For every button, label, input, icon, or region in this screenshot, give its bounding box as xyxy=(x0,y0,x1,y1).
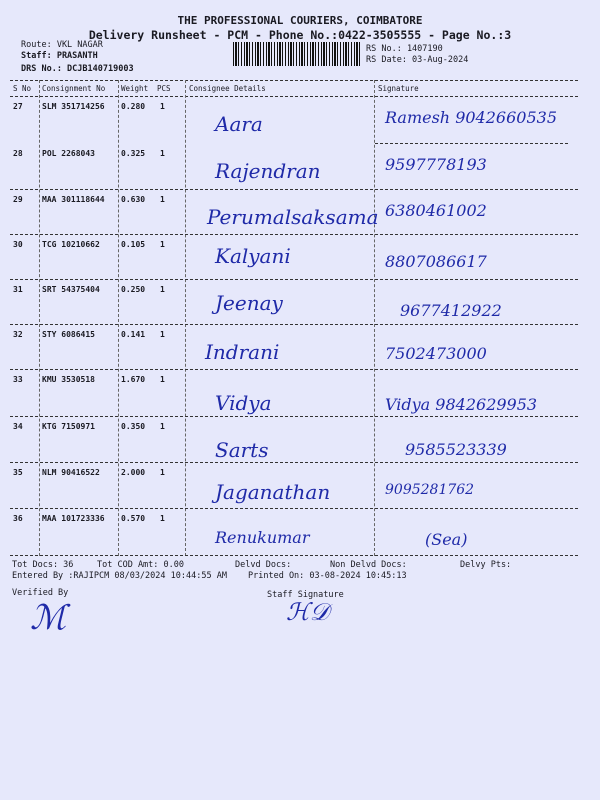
consignee-handwriting: Indrani xyxy=(205,340,280,364)
col-header-sno: S No xyxy=(13,84,32,93)
row-weight: 1.670 xyxy=(121,375,146,384)
row-sno: 32 xyxy=(13,330,23,339)
row-pcs: 1 xyxy=(160,102,165,111)
col-header-consignee: Consignee Details xyxy=(189,84,266,93)
row-sno: 28 xyxy=(13,149,23,158)
row-sno: 29 xyxy=(13,195,23,204)
signature-handwriting: Vidya 9842629953 xyxy=(385,395,538,414)
row-rule xyxy=(10,416,578,417)
row-consignment: KTG 7150971 xyxy=(42,422,95,431)
row-rule xyxy=(10,234,578,235)
row-pcs: 1 xyxy=(160,330,165,339)
consignee-handwriting: Kalyani xyxy=(215,244,291,268)
table-row xyxy=(0,236,600,278)
consignee-handwriting: Perumalsaksama xyxy=(207,205,379,229)
staff-signature-label: Staff Signature xyxy=(267,590,344,600)
barcode-image xyxy=(233,42,361,66)
col-header-signature: Signature xyxy=(378,84,419,93)
row-consignment: MAA 301118644 xyxy=(42,195,105,204)
signature-handwriting: 9585523339 xyxy=(405,440,507,459)
row-pcs: 1 xyxy=(160,195,165,204)
row-consignment: MAA 101723336 xyxy=(42,514,105,523)
row-sno: 33 xyxy=(13,375,23,384)
rs-number: RS No.: 1407190 xyxy=(366,44,443,54)
row-weight: 0.280 xyxy=(121,102,146,111)
col-header-pcs: PCS xyxy=(157,84,171,93)
table-row xyxy=(0,98,600,140)
row-weight: 0.105 xyxy=(121,240,146,249)
row-pcs: 1 xyxy=(160,514,165,523)
delivery-points: Delvy Pts: xyxy=(460,560,512,570)
table-row xyxy=(0,281,600,323)
staff-label: Staff: PRASANTH xyxy=(21,51,98,61)
row-consignment: POL 2268043 xyxy=(42,149,95,158)
table-row xyxy=(0,510,600,552)
row-consignment: SLM 351714256 xyxy=(42,102,105,111)
consignee-handwriting: Renukumar xyxy=(215,528,310,547)
row-rule xyxy=(10,189,578,190)
printed-on: Printed On: 03-08-2024 10:45:13 xyxy=(248,571,407,581)
row-weight: 0.350 xyxy=(121,422,146,431)
row-sno: 36 xyxy=(13,514,23,523)
row-signature-rule xyxy=(375,143,568,144)
row-weight: 0.325 xyxy=(121,149,146,158)
table-row xyxy=(0,464,600,506)
signature-handwriting: 7502473000 xyxy=(385,344,487,363)
consignee-handwriting: Sarts xyxy=(215,438,269,462)
row-rule xyxy=(10,369,578,370)
table-row xyxy=(0,191,600,233)
consignee-handwriting: Aara xyxy=(215,112,263,136)
row-rule xyxy=(10,324,578,325)
row-pcs: 1 xyxy=(160,375,165,384)
total-cod-amount: Tot COD Amt: 0.00 xyxy=(97,560,184,570)
row-sno: 30 xyxy=(13,240,23,249)
consignee-handwriting: Jaganathan xyxy=(215,480,331,504)
signature-handwriting: 8807086617 xyxy=(385,252,487,271)
header-bottom-rule xyxy=(10,96,578,97)
row-weight: 2.000 xyxy=(121,468,146,477)
row-pcs: 1 xyxy=(160,468,165,477)
runsheet-subtitle: Delivery Runsheet - PCM - Phone No.:0422-3505555 - Page No.:3 xyxy=(88,28,512,42)
consignee-handwriting: Jeenay xyxy=(215,291,283,315)
total-docs: Tot Docs: 36 xyxy=(12,560,74,570)
signature-handwriting: 9095281762 xyxy=(385,482,475,498)
col-header-weight: Weight xyxy=(121,84,149,93)
route-label: Route: VKL NAGAR xyxy=(21,40,103,50)
signature-handwriting: 9677412922 xyxy=(400,301,502,320)
row-rule xyxy=(10,462,578,463)
row-weight: 0.630 xyxy=(121,195,146,204)
signature-handwriting: 6380461002 xyxy=(385,201,487,220)
signature-handwriting: (Sea) xyxy=(425,530,468,549)
delivered-docs: Delvd Docs: xyxy=(235,560,292,570)
row-weight: 0.250 xyxy=(121,285,146,294)
row-consignment: TCG 10210662 xyxy=(42,240,100,249)
row-consignment: STY 6086415 xyxy=(42,330,95,339)
table-row xyxy=(0,371,600,413)
table-top-rule xyxy=(10,80,578,81)
col-header-consignment: Consignment No xyxy=(42,84,106,93)
company-title: THE PROFESSIONAL COURIERS, COIMBATORE xyxy=(177,14,423,27)
row-pcs: 1 xyxy=(160,285,165,294)
consignee-handwriting: Vidya xyxy=(215,391,272,415)
row-sno: 27 xyxy=(13,102,23,111)
row-consignment: NLM 90416522 xyxy=(42,468,100,477)
table-row xyxy=(0,326,600,368)
row-rule xyxy=(10,508,578,509)
row-sno: 31 xyxy=(13,285,23,294)
table-row xyxy=(0,418,600,460)
verified-by-label: Verified By xyxy=(12,588,69,598)
entered-by: Entered By :RAJIPCM 08/03/2024 10:44:55 AM xyxy=(12,571,227,581)
rs-date: RS Date: 03-Aug-2024 xyxy=(366,55,469,65)
table-row xyxy=(0,145,600,187)
non-delivered-docs: Non Delvd Docs: xyxy=(330,560,407,570)
table-bottom-rule xyxy=(10,555,578,556)
row-consignment: SRT 54375404 xyxy=(42,285,100,294)
row-rule xyxy=(10,279,578,280)
row-weight: 0.141 xyxy=(121,330,146,339)
row-consignment: KMU 3530518 xyxy=(42,375,95,384)
signature-handwriting: 9597778193 xyxy=(385,155,487,174)
row-weight: 0.570 xyxy=(121,514,146,523)
staff-signature-mark: ℋ𝒟 xyxy=(286,598,329,626)
row-pcs: 1 xyxy=(160,422,165,431)
row-sno: 34 xyxy=(13,422,23,431)
row-pcs: 1 xyxy=(160,240,165,249)
consignee-handwriting: Rajendran xyxy=(215,159,321,183)
drs-label: DRS No.: DCJB140719003 xyxy=(21,64,134,74)
signature-handwriting: Ramesh 9042660535 xyxy=(385,108,557,127)
verifier-signature-mark: ℳ xyxy=(30,598,67,638)
row-sno: 35 xyxy=(13,468,23,477)
row-pcs: 1 xyxy=(160,149,165,158)
